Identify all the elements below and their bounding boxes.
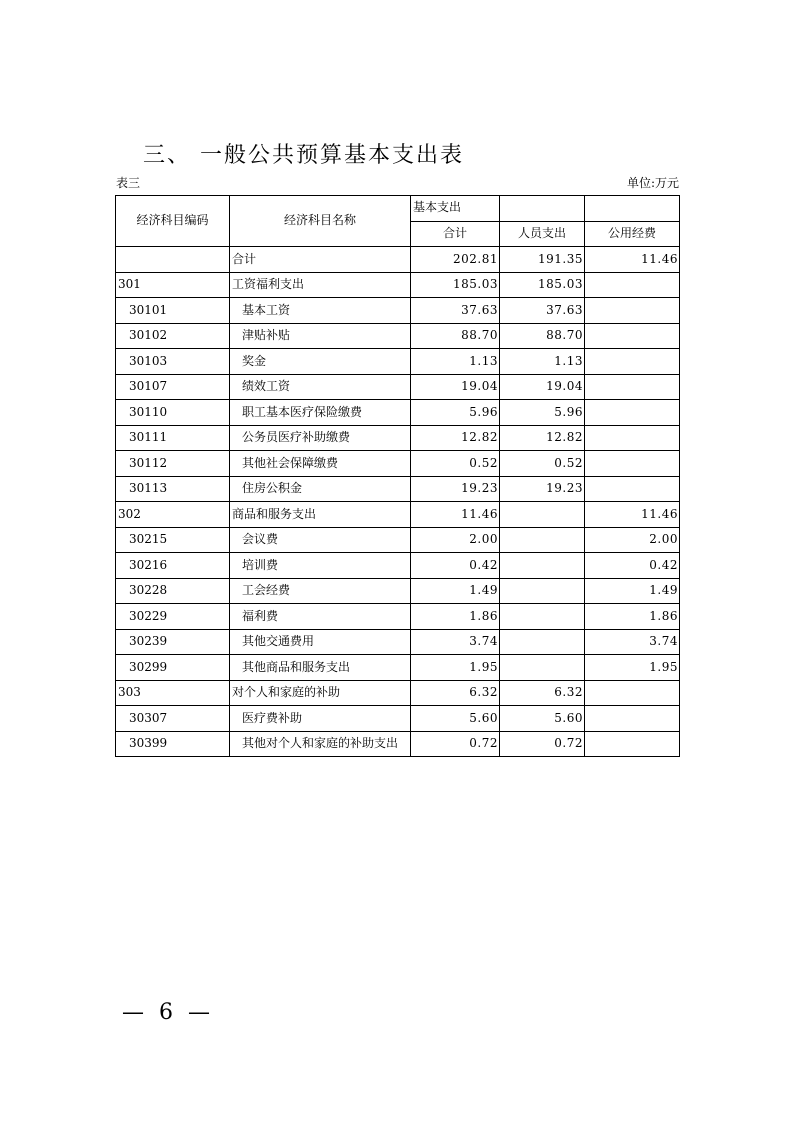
- cell-public: [585, 706, 680, 732]
- cell-public: 0.42: [585, 553, 680, 579]
- cell-name: 公务员医疗补助缴费: [230, 425, 411, 451]
- table-row: [116, 553, 680, 579]
- cell-name: 商品和服务支出: [230, 502, 411, 528]
- cell-name: 其他对个人和家庭的补助支出: [230, 731, 411, 757]
- table-label: 表三: [116, 176, 141, 190]
- cell-total: 185.03: [411, 272, 500, 298]
- header-blank-cell: [500, 196, 585, 222]
- cell-total: 11.46: [411, 502, 500, 528]
- budget-table: [115, 195, 680, 757]
- table-row: [116, 629, 680, 655]
- cell-code: 30110: [116, 400, 230, 426]
- table-row: [116, 604, 680, 630]
- cell-total: 5.96: [411, 400, 500, 426]
- cell-public: [585, 680, 680, 706]
- cell-total: 19.04: [411, 374, 500, 400]
- cell-public: 1.49: [585, 578, 680, 604]
- table-row: [116, 451, 680, 477]
- cell-name: 绩效工资: [230, 374, 411, 400]
- table-row: [116, 374, 680, 400]
- cell-code: 30101: [116, 298, 230, 324]
- cell-personnel: 88.70: [500, 323, 585, 349]
- cell-personnel: [500, 553, 585, 579]
- table-row: [116, 272, 680, 298]
- cell-code: 30307: [116, 706, 230, 732]
- cell-total: 12.82: [411, 425, 500, 451]
- table-row: [116, 680, 680, 706]
- cell-name: 基本工资: [230, 298, 411, 324]
- cell-total: 1.13: [411, 349, 500, 375]
- cell-code: 30299: [116, 655, 230, 681]
- table-row: [116, 323, 680, 349]
- cell-personnel: [500, 502, 585, 528]
- cell-name: 对个人和家庭的补助: [230, 680, 411, 706]
- header-name: 经济科目名称: [230, 196, 411, 247]
- cell-code: 30112: [116, 451, 230, 477]
- cell-personnel: [500, 655, 585, 681]
- cell-code: 301: [116, 272, 230, 298]
- header-row: [116, 196, 680, 222]
- cell-personnel: [500, 604, 585, 630]
- header-public: 公用经费: [585, 221, 680, 247]
- cell-personnel: 19.23: [500, 476, 585, 502]
- cell-name: 医疗费补助: [230, 706, 411, 732]
- table-row: [116, 425, 680, 451]
- cell-public: [585, 400, 680, 426]
- cell-name: 住房公积金: [230, 476, 411, 502]
- cell-name: 福利费: [230, 604, 411, 630]
- table-row: [116, 527, 680, 553]
- table-row: [116, 578, 680, 604]
- cell-name: 工资福利支出: [230, 272, 411, 298]
- cell-personnel: 0.52: [500, 451, 585, 477]
- cell-name: 培训费: [230, 553, 411, 579]
- cell-personnel: 0.72: [500, 731, 585, 757]
- cell-name: 工会经费: [230, 578, 411, 604]
- header-code: 经济科目编码: [116, 196, 230, 247]
- cell-name: 合计: [230, 247, 411, 273]
- table-row: [116, 476, 680, 502]
- cell-public: [585, 349, 680, 375]
- cell-public: 2.00: [585, 527, 680, 553]
- cell-personnel: 1.13: [500, 349, 585, 375]
- cell-public: [585, 731, 680, 757]
- cell-code: 30239: [116, 629, 230, 655]
- cell-code: 30399: [116, 731, 230, 757]
- unit-label: 单位:万元: [626, 176, 679, 190]
- cell-personnel: [500, 629, 585, 655]
- page-number: — 6 —: [122, 1000, 214, 1025]
- header-group: 基本支出: [411, 196, 500, 222]
- cell-code: 30216: [116, 553, 230, 579]
- cell-name: 职工基本医疗保险缴费: [230, 400, 411, 426]
- cell-public: [585, 425, 680, 451]
- cell-code: 302: [116, 502, 230, 528]
- header-total: 合计: [411, 221, 500, 247]
- cell-personnel: 185.03: [500, 272, 585, 298]
- cell-code: [116, 247, 230, 273]
- cell-total: 3.74: [411, 629, 500, 655]
- cell-total: 37.63: [411, 298, 500, 324]
- cell-personnel: 12.82: [500, 425, 585, 451]
- cell-name: 津贴补贴: [230, 323, 411, 349]
- cell-public: [585, 374, 680, 400]
- page-title: 三、 一般公共预算基本支出表: [143, 143, 464, 168]
- cell-public: 3.74: [585, 629, 680, 655]
- cell-personnel: [500, 527, 585, 553]
- cell-total: 0.42: [411, 553, 500, 579]
- cell-public: 1.95: [585, 655, 680, 681]
- cell-code: 30228: [116, 578, 230, 604]
- cell-name: 其他社会保障缴费: [230, 451, 411, 477]
- cell-public: [585, 476, 680, 502]
- table-row: [116, 349, 680, 375]
- cell-code: 30111: [116, 425, 230, 451]
- cell-public: 11.46: [585, 502, 680, 528]
- cell-total: 1.95: [411, 655, 500, 681]
- table-row: [116, 298, 680, 324]
- cell-personnel: 5.96: [500, 400, 585, 426]
- table-row: [116, 247, 680, 273]
- cell-total: 6.32: [411, 680, 500, 706]
- cell-personnel: 5.60: [500, 706, 585, 732]
- cell-total: 5.60: [411, 706, 500, 732]
- cell-personnel: 37.63: [500, 298, 585, 324]
- table-row: [116, 731, 680, 757]
- table-body: [116, 247, 680, 757]
- cell-total: 2.00: [411, 527, 500, 553]
- cell-code: 30103: [116, 349, 230, 375]
- cell-public: 1.86: [585, 604, 680, 630]
- table-row: [116, 502, 680, 528]
- table-row: [116, 655, 680, 681]
- cell-public: 11.46: [585, 247, 680, 273]
- cell-name: 其他交通费用: [230, 629, 411, 655]
- cell-total: 1.86: [411, 604, 500, 630]
- cell-total: 0.72: [411, 731, 500, 757]
- cell-personnel: [500, 578, 585, 604]
- cell-code: 30107: [116, 374, 230, 400]
- cell-public: [585, 298, 680, 324]
- cell-public: [585, 451, 680, 477]
- cell-name: 其他商品和服务支出: [230, 655, 411, 681]
- cell-total: 88.70: [411, 323, 500, 349]
- cell-code: 30229: [116, 604, 230, 630]
- header-blank-cell: [585, 196, 680, 222]
- cell-public: [585, 323, 680, 349]
- table-row: [116, 400, 680, 426]
- cell-total: 1.49: [411, 578, 500, 604]
- header-personnel: 人员支出: [500, 221, 585, 247]
- cell-code: 30102: [116, 323, 230, 349]
- cell-public: [585, 272, 680, 298]
- cell-total: 0.52: [411, 451, 500, 477]
- cell-name: 会议费: [230, 527, 411, 553]
- cell-code: 30113: [116, 476, 230, 502]
- cell-total: 202.81: [411, 247, 500, 273]
- cell-code: 303: [116, 680, 230, 706]
- cell-personnel: 19.04: [500, 374, 585, 400]
- cell-code: 30215: [116, 527, 230, 553]
- table-row: [116, 706, 680, 732]
- cell-personnel: 191.35: [500, 247, 585, 273]
- cell-name: 奖金: [230, 349, 411, 375]
- cell-total: 19.23: [411, 476, 500, 502]
- cell-personnel: 6.32: [500, 680, 585, 706]
